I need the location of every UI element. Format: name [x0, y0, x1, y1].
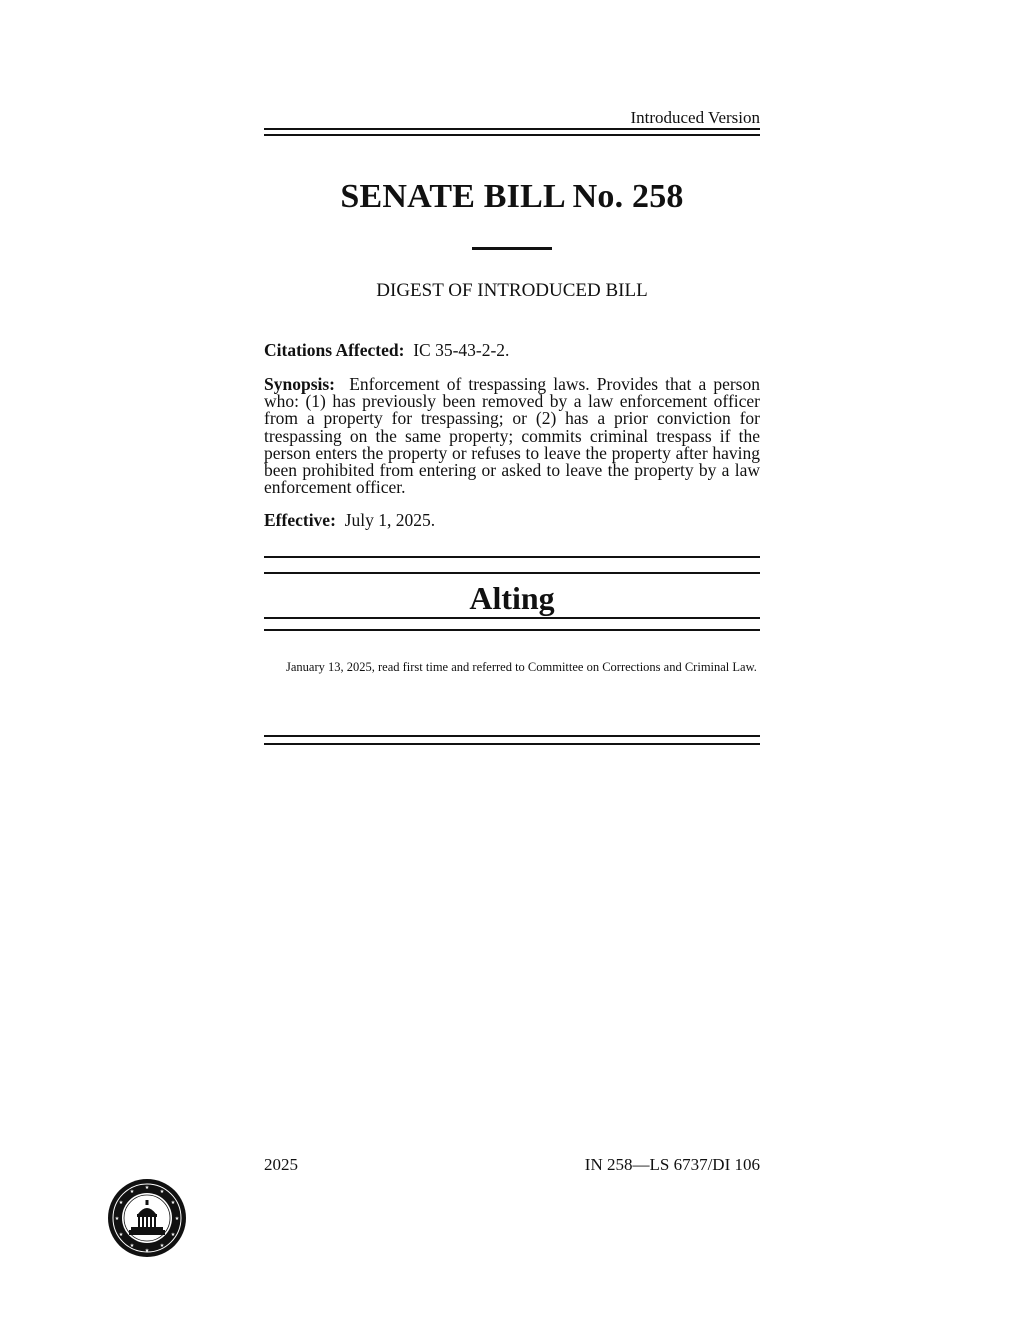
bill-title: SENATE BILL No. 258 — [340, 178, 684, 215]
version-label: Introduced Version — [630, 108, 760, 127]
author-block — [264, 572, 760, 632]
citations-label: Citations Affected: — [264, 340, 405, 360]
svg-text:★: ★ — [170, 1200, 176, 1206]
svg-text:★: ★ — [114, 1216, 120, 1222]
svg-text:★: ★ — [118, 1232, 124, 1238]
header-double-rule — [264, 128, 760, 136]
synopsis-label: Synopsis: — [264, 374, 336, 394]
svg-text:★: ★ — [144, 1185, 150, 1191]
effective-label: Effective: — [264, 510, 336, 530]
effective-date — [264, 512, 760, 529]
svg-text:★: ★ — [144, 1248, 150, 1254]
svg-text:★: ★ — [170, 1232, 176, 1238]
state-seal-icon — [107, 1178, 187, 1258]
digest-heading: DIGEST OF INTRODUCED BILL — [376, 280, 648, 301]
svg-text:★: ★ — [159, 1243, 165, 1249]
footer-year: 2025 — [264, 1155, 298, 1174]
citations-affected — [264, 342, 760, 359]
digest-end-rule — [264, 556, 760, 558]
bill-page — [264, 0, 760, 1325]
author-name: Alting — [469, 580, 555, 616]
svg-text:★: ★ — [129, 1243, 135, 1249]
action-double-rule — [264, 735, 760, 745]
title-underline — [472, 247, 552, 250]
svg-text:★: ★ — [159, 1189, 165, 1195]
footer-code: IN 258—LS 6737/DI 106 — [584, 1155, 760, 1174]
svg-text:★: ★ — [129, 1189, 135, 1195]
svg-text:★: ★ — [118, 1200, 124, 1206]
svg-text:★: ★ — [174, 1216, 180, 1222]
citations-value: IC 35-43-2-2. — [413, 340, 510, 360]
synopsis-value: Enforcement of trespassing laws. Provides that a person who: (1) has previously been removed by a law enforcement officer from a property for trespassing; or (2) has a prior conviction for trespassing on the same property; commits criminal trespass if the person enters the property or refuses to leave the property after having been prohibited from entering or asked to leave the property by a law enforcement officer. — [264, 374, 760, 498]
legislative-action: January 13, 2025, read first time and referred to Committee on Corrections and Criminal Law. — [286, 660, 757, 674]
effective-value: July 1, 2025. — [344, 510, 436, 530]
synopsis — [264, 376, 760, 496]
